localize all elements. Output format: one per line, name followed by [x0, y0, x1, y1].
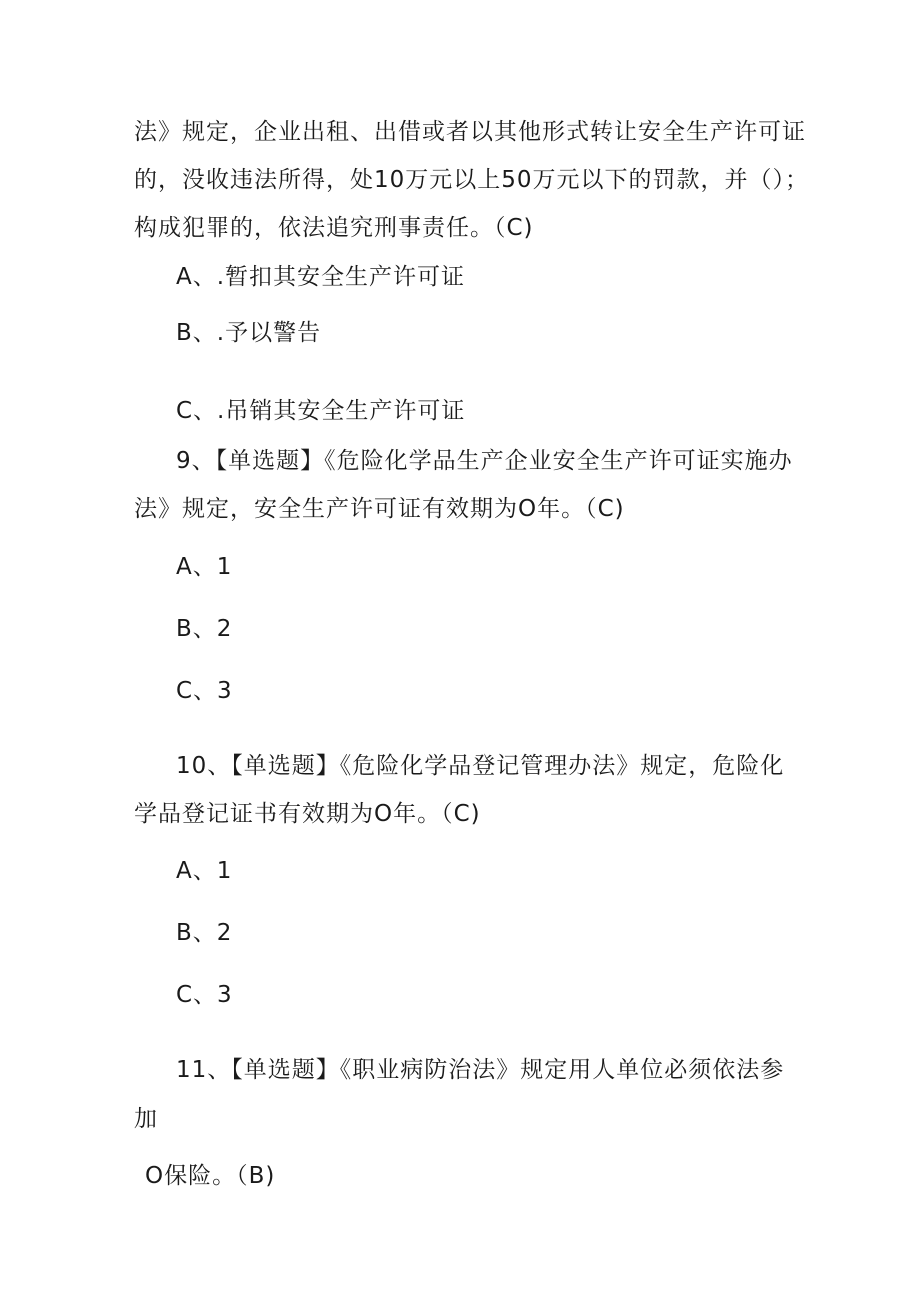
question-9-option-b: B、2 [176, 616, 233, 642]
question-8-option-a: A、.暂扣其安全生产许可证 [176, 264, 466, 290]
question-8-option-b: B、.予以警告 [176, 320, 322, 346]
question-10-stem-line-1: 10、【单选题】《危险化学品登记管理办法》规定，危险化 [176, 753, 785, 779]
question-9-option-a: A、1 [176, 554, 233, 580]
question-9-stem-line-1: 9、【单选题】《危险化学品生产企业安全生产许可证实施办 [176, 448, 793, 474]
question-8-stem-line-3: 构成犯罪的，依法追究刑事责任。（C) [134, 215, 534, 241]
question-10-stem-line-2: 学品登记证书有效期为O年。（C) [134, 801, 481, 827]
question-10-option-a: A、1 [176, 858, 233, 884]
question-10-option-c: C、3 [176, 982, 233, 1008]
question-11-stem-line-2: 加 [134, 1106, 158, 1132]
question-9-stem-line-2: 法》规定，安全生产许可证有效期为O年。（C) [134, 496, 625, 522]
question-9-option-c: C、3 [176, 678, 233, 704]
question-11-stem-line-1: 11、【单选题】《职业病防治法》规定用人单位必须依法参 [176, 1057, 785, 1083]
question-8-option-c: C、.吊销其安全生产许可证 [176, 398, 466, 424]
question-10-option-b: B、2 [176, 920, 233, 946]
question-8-stem-line-2: 的，没收违法所得，处10万元以上50万元以下的罚款，并（）； [134, 167, 810, 193]
question-8-stem-line-1: 法》规定，企业出租、出借或者以其他形式转让安全生产许可证 [134, 119, 806, 145]
question-11-stem-line-3: O保险。（B) [145, 1163, 276, 1189]
